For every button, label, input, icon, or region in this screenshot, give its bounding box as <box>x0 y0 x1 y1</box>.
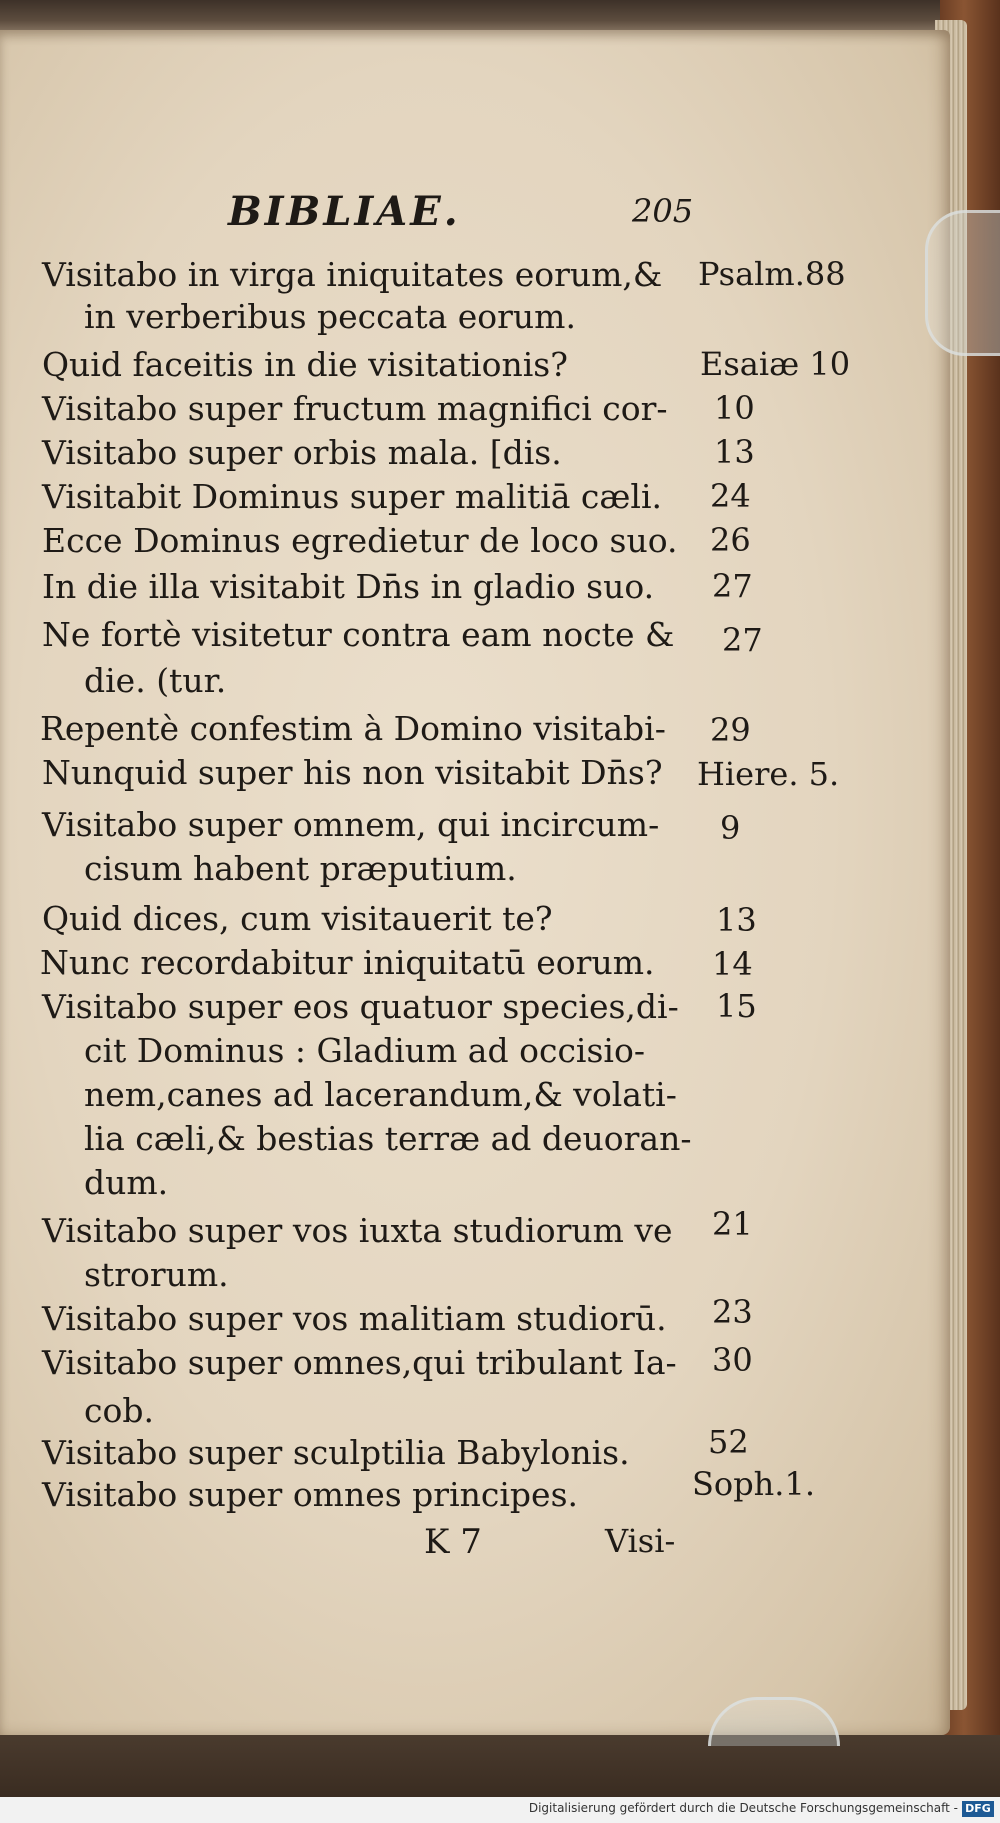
text-line: Visitabo in virga iniquitates eorum,& <box>42 255 663 294</box>
text-line: in verberibus peccata eorum. <box>84 297 576 336</box>
scripture-reference: Esaiæ 10 <box>700 345 851 383</box>
text-line: Nunc recordabitur iniquitatū eorum. <box>40 943 655 982</box>
text-line: Visitabo super omnem, qui incircum- <box>42 805 660 844</box>
scripture-reference: Soph.1. <box>692 1465 815 1503</box>
scripture-reference: Hiere. 5. <box>697 755 840 793</box>
text-line: cit Dominus : Gladium ad occisio- <box>84 1031 645 1070</box>
scripture-reference: 15 <box>716 987 757 1025</box>
dfg-logo: DFG <box>962 1801 994 1817</box>
scripture-reference: 23 <box>712 1293 753 1331</box>
text-line: Visitabo super sculptilia Babylonis. <box>42 1433 630 1472</box>
scripture-reference: 29 <box>710 711 751 749</box>
scripture-reference: 10 <box>714 389 755 427</box>
text-line: die. (tur. <box>84 661 227 700</box>
text-line: Visitabo super vos malitiam studiorū. <box>42 1299 667 1338</box>
text-line: lia cæli,& bestias terræ ad deuoran- <box>84 1119 692 1158</box>
text-line: cob. <box>84 1391 154 1430</box>
text-line: Visitabo super omnes,qui tribulant Ia- <box>42 1343 677 1382</box>
text-line: strorum. <box>84 1255 229 1294</box>
text-line: Visitabo super vos iuxta studiorum ve <box>42 1211 673 1250</box>
scripture-reference: 26 <box>710 521 751 559</box>
scripture-reference: 9 <box>720 809 741 847</box>
text-line: nem,canes ad lacerandum,& volati- <box>84 1075 677 1114</box>
scripture-reference: Psalm.88 <box>698 255 846 293</box>
text-line: dum. <box>84 1163 169 1202</box>
scripture-reference: 27 <box>722 621 763 659</box>
scripture-reference: 21 <box>712 1205 753 1243</box>
scripture-reference: 30 <box>712 1341 753 1379</box>
scripture-reference: 13 <box>714 433 755 471</box>
text-line: Visitabo super eos quatuor species,di- <box>42 987 679 1026</box>
page-number: 205 <box>632 192 694 230</box>
text-line: Visitabo super orbis mala. [dis. <box>42 433 562 472</box>
scripture-reference: 13 <box>716 901 757 939</box>
scripture-reference: 52 <box>708 1423 749 1461</box>
scripture-reference: 27 <box>712 567 753 605</box>
text-line: Nunquid super his non visitabit Dn̄s? <box>42 753 663 792</box>
text-line: Ne fortè visitetur contra eam nocte & <box>42 615 675 654</box>
running-header: BIBLIAE. <box>228 188 461 235</box>
text-line: Ecce Dominus egredietur de loco suo. <box>42 521 678 560</box>
scripture-reference: 14 <box>712 945 753 983</box>
text-line: Quid dices, cum visitauerit te? <box>42 899 553 938</box>
text-line: Visitabit Dominus super malitiā cæli. <box>42 477 663 516</box>
book-edge-bottom <box>0 1735 1000 1797</box>
text-line: cisum habent præputium. <box>84 849 517 888</box>
text-line: In die illa visitabit Dn̄s in gladio suo. <box>42 567 655 606</box>
footer-credit: Digitalisierung gefördert durch die Deutsche Forschungsgemeinschaft - <box>528 1801 958 1815</box>
text-line: Repentè confestim à Domino visitabi- <box>40 709 666 748</box>
text-line: Quid faceitis in die visitationis? <box>42 345 568 384</box>
text-line: Visitabo super omnes principes. <box>42 1475 579 1514</box>
scripture-reference: 24 <box>710 477 751 515</box>
catchword: Visi- <box>605 1522 676 1560</box>
signature-mark: K 7 <box>424 1522 482 1562</box>
text-line: Visitabo super fructum magnifici cor- <box>42 389 668 428</box>
